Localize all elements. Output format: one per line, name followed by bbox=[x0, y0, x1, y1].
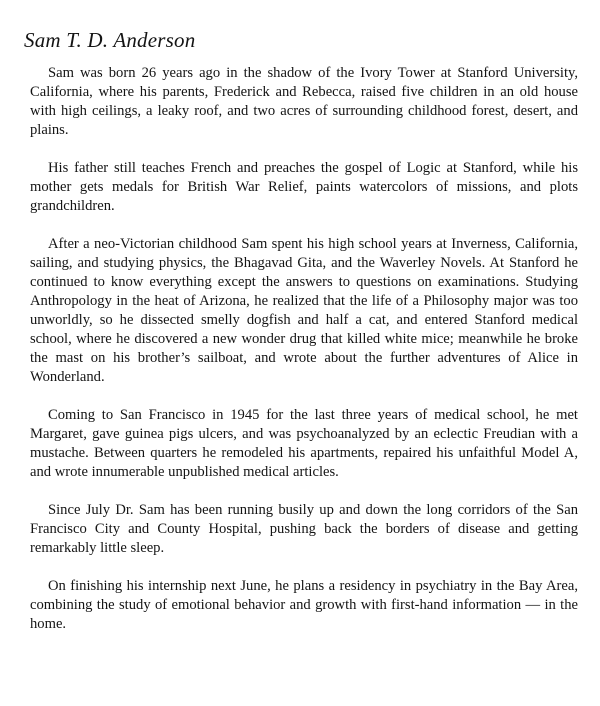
paragraph-hospital: Since July Dr. Sam has been running busily up and down the long corridors of the San Francisco City and County Hospital, pushing back the borders of disease and getting remarkably little sleep. bbox=[30, 502, 578, 556]
paragraph-future-plans: On finishing his internship next June, he plans a residency in psychiatry in the Bay Area, combining the study of emotional behavior and growth with first-hand information — in the home. bbox=[30, 578, 578, 632]
paragraph-parents: His father still teaches French and preaches the gospel of Logic at Stanford, while his mother gets medals for British War Relief, paints watercolors of missions, and plots grandchildren. bbox=[30, 160, 578, 214]
paragraph-birth: Sam was born 26 years ago in the shadow of the Ivory Tower at Stanford University, California, where his parents, Frederick and Rebecca, raised five children in an old house with high ceilings, a leaky roof, and two acres of surrounding childhood forest, desert, and plains. bbox=[30, 65, 578, 138]
document-title: Sam T. D. Anderson bbox=[24, 28, 196, 52]
paragraph-medical-school: Coming to San Francisco in 1945 for the last three years of medical school, he met Margaret, gave guinea pigs ulcers, and was psychoanalyzed by an eclectic Freudian with a mustache. Between quarters he remodeled his apartments, repaired his unfaithful Model A, and wrote innumerable unpublished medical articles. bbox=[30, 407, 578, 480]
document-body bbox=[30, 64, 578, 653]
paragraph-education: After a neo-Victorian childhood Sam spent his high school years at Inverness, California, sailing, and studying physics, the Bhagavad Gita, and the Waverley Novels. At Stanford he continued to know everything except the answers to questions on examinations. Studying Anthropology in the heat of Arizona, he realized that the life of a Philosophy major was too unworldly, so he dissected smelly dogfish and half a cat, and entered Stanford medical school, where he discovered a new wonder drug that killed white mice; meanwhile he broke the mast on his brother’s sailboat, and wrote about the further adventures of Alice in Wonderland. bbox=[30, 236, 578, 385]
